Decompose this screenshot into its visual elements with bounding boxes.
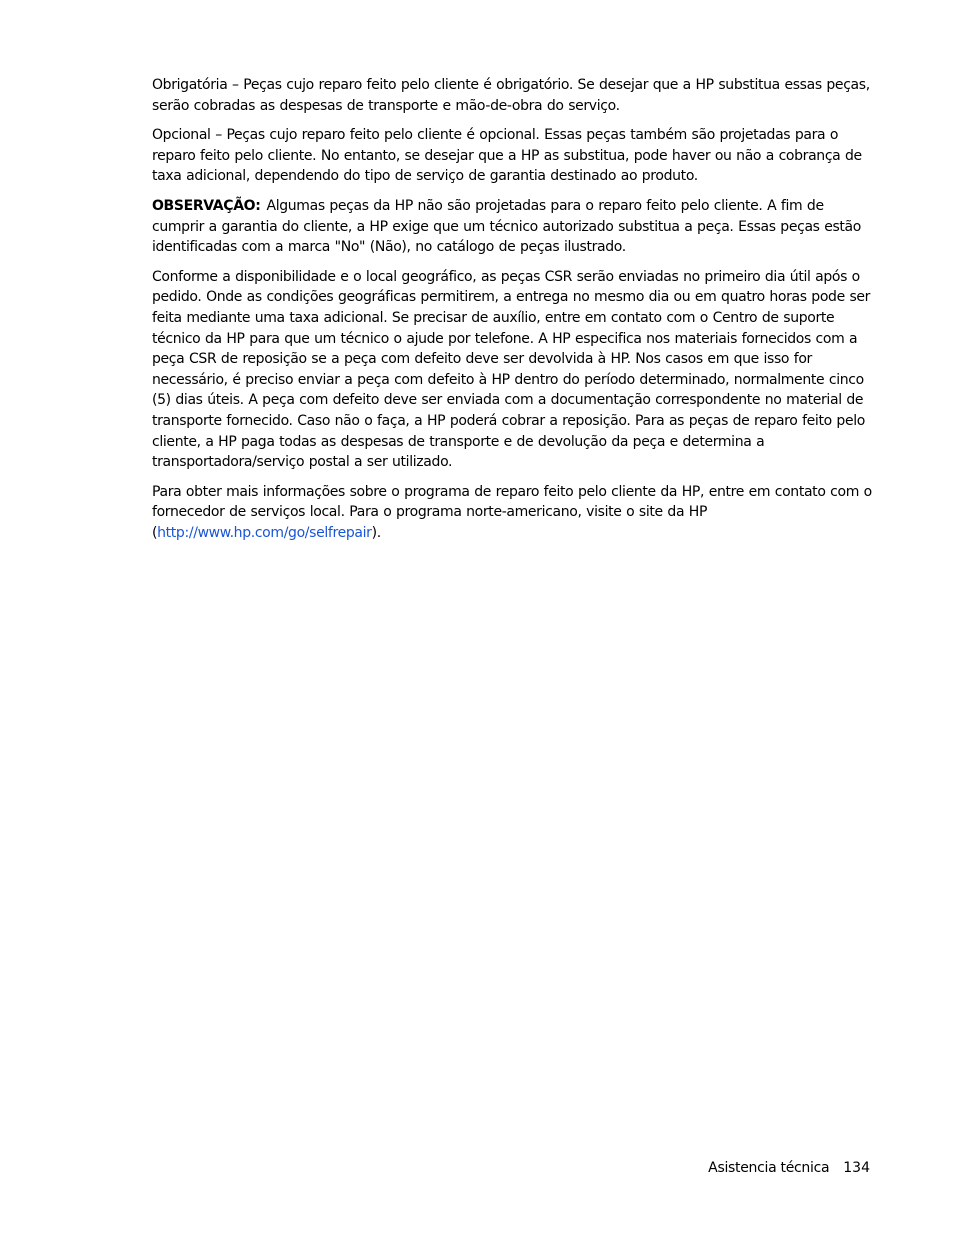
paragraph-availability: Conforme a disponibilidade e o local geográfico, as peças CSR serão enviadas no primeiro dia útil após o pedido. Onde as condições geográficas permitirem, a entrega no mesmo dia ou em quatro horas pode ser feita mediante uma taxa adicional. Se precisar de auxílio, entre em contato com o Centro de suporte técnico da HP para que um técnico o ajude por telefone. A HP especifica nos materiais fornecidos com a peça CSR de reposição se a peça com defeito deve ser devolvida à HP. Nos casos em que isso for necessário, é preciso enviar a peça com defeito à HP dentro do período determinado, normalmente cinco (5) dias úteis. A peça com defeito deve ser enviada com a documentação correspondente no material de transporte fornecido. Caso não o faça, a HP poderá cobrar a reposição. Para as peças de reparo feito pelo cliente, a HP paga todas as despesas de transporte e de devolução da peça e determina a transportadora/serviço postal a ser utilizado. (152, 268, 871, 471)
page-footer (708, 1158, 870, 1178)
selfrepair-link[interactable]: http://www.hp.com/go/selfrepair (157, 524, 372, 541)
footer-section-title: Asistencia técnica (708, 1160, 830, 1176)
footer-page-number: 134 (843, 1160, 870, 1176)
note-label: OBSERVAÇÃO: (152, 197, 261, 214)
page-body (152, 75, 872, 552)
paragraph-optional: Opcional – Peças cujo reparo feito pelo cliente é opcional. Essas peças também são projetadas para o reparo feito pelo cliente. No entanto, se desejar que a HP as substitua, pode haver ou não a cobrança de taxa adicional, dependendo do tipo de serviço de garantia destinado ao produto. (152, 127, 862, 185)
note-text: Algumas peças da HP não são projetadas para o reparo feito pelo cliente. A fim de cumprir a garantia do cliente, a HP exige que um técnico autorizado substitua a peça. Essas peças estão identificadas com a marca "No" (Não), no catálogo de peças ilustrado. (152, 197, 862, 256)
more-info-end: ). (371, 524, 381, 541)
more-info-text: Para obter mais informações sobre o programa de reparo feito pelo cliente da HP, entre em contato com o fornecedor de serviços local. Para o programa norte-americano, visite o site da HP ( (152, 483, 872, 541)
paragraph-mandatory: Obrigatória – Peças cujo reparo feito pelo cliente é obrigatório. Se desejar que a HP substitua essas peças, serão cobradas as despesas de transporte e mão-de-obra do serviço. (152, 77, 870, 114)
paragraph-more-info (152, 482, 872, 544)
paragraph-note (152, 196, 872, 258)
